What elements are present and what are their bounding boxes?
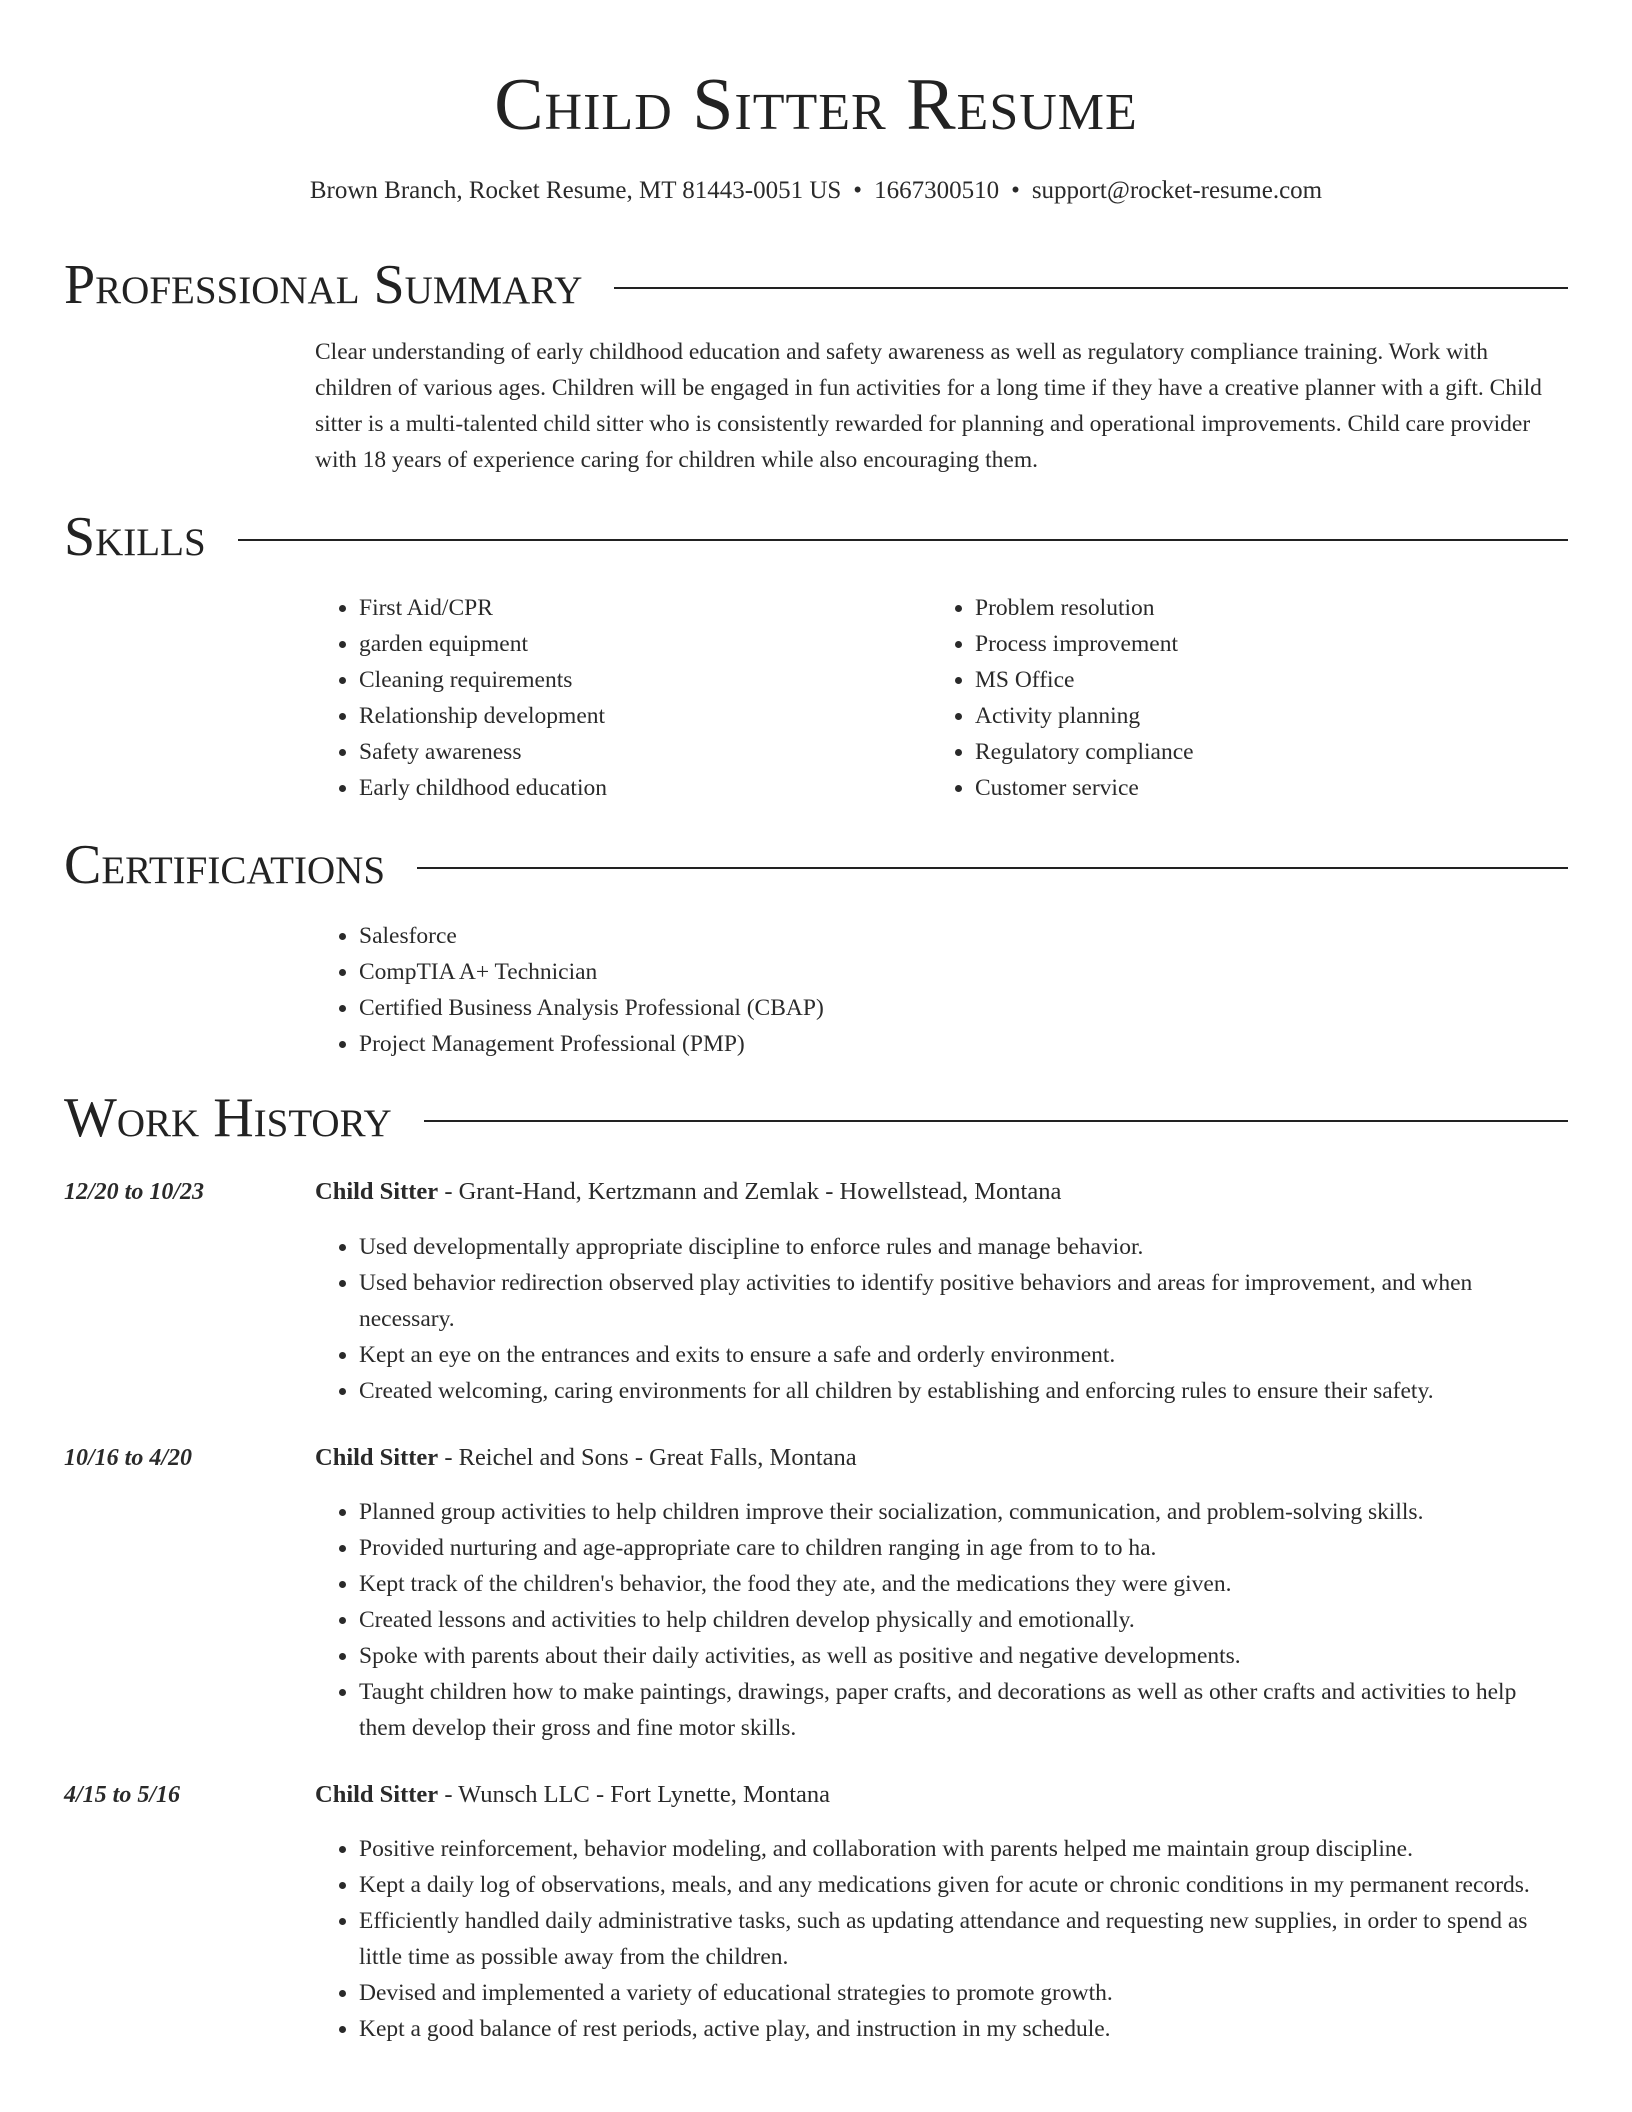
job-bullet: • Positive reinforcement, behavior modeling, and collaboration with parents helped me maintain group discipline. <box>359 1831 1568 1867</box>
skills-heading: Skills <box>64 506 206 568</box>
job-bullets <box>315 1831 1568 2047</box>
certifications-section-header <box>64 830 1568 900</box>
job-heading <box>315 1777 1568 1813</box>
section-divider <box>614 287 1568 289</box>
skill-item: • Customer service <box>975 770 1491 806</box>
work-history-heading: Work History <box>64 1087 392 1149</box>
skill-item: • First Aid/CPR <box>359 590 875 626</box>
skill-item: • garden equipment <box>359 626 875 662</box>
job-bullet: • Created lessons and activities to help children develop physically and emotionally. <box>359 1602 1568 1638</box>
resume-title: Child Sitter Resume <box>494 64 1138 146</box>
contact-separator: • <box>1011 177 1020 204</box>
skill-item: • Process improvement <box>975 626 1491 662</box>
skill-item: • Problem resolution <box>975 590 1491 626</box>
summary-text: Clear understanding of early childhood education and safety awareness as well as regulatory compliance training. Work with children of various ages. Children will be engaged in fun activities for a long time if they have a creative planner with a gift. Child sitter is a multi-talented child sitter who is consistently rewarded for planning and operational improvements. Child care provider with 18 years of experience caring for children while also encouraging them. <box>315 339 1542 473</box>
job-bullet: • Created welcoming, caring environments for all children by establishing and enforcing rules to ensure their safety. <box>359 1373 1568 1409</box>
job-dates: 4/15 to 5/16 <box>64 1782 181 1808</box>
section-divider <box>238 539 1568 541</box>
work-history-section-header <box>64 1083 1568 1153</box>
job-bullet: • Kept track of the children's behavior, the food they ate, and the medications they were given. <box>359 1566 1568 1602</box>
job-bullet: • Planned group activities to help children improve their socialization, communication, and problem-solving skills. <box>359 1494 1568 1530</box>
contact-phone: 1667300510 <box>874 177 1000 204</box>
skill-item: • Activity planning <box>975 698 1491 734</box>
job-bullet: • Kept an eye on the entrances and exits to ensure a safe and orderly environment. <box>359 1337 1568 1373</box>
job-bullet: • Kept a daily log of observations, meals, and any medications given for acute or chronic conditions in my permanent records. <box>359 1867 1568 1903</box>
skill-item: • MS Office <box>975 662 1491 698</box>
section-divider <box>417 867 1568 869</box>
contact-line <box>0 174 1632 208</box>
job-bullet: • Spoke with parents about their daily activities, as well as positive and negative developments. <box>359 1638 1568 1674</box>
contact-email: support@rocket-resume.com <box>1031 177 1323 204</box>
job-bullet: • Provided nurturing and age-appropriate care to children ranging in age from to to ha. <box>359 1530 1568 1566</box>
skill-item: • Early childhood education <box>359 770 875 806</box>
section-divider <box>424 1120 1568 1122</box>
skill-item: • Cleaning requirements <box>359 662 875 698</box>
summary-heading: Professional Summary <box>64 254 583 316</box>
certifications-list <box>315 918 1568 1062</box>
skills-column-right <box>931 590 1491 806</box>
skills-section-header <box>64 502 1568 572</box>
job-bullet: • Devised and implemented a variety of educational strategies to promote growth. <box>359 1975 1568 2011</box>
job-heading <box>315 1174 1568 1210</box>
certification-item: • Salesforce <box>359 918 1568 954</box>
job-title: Child Sitter <box>315 1781 439 1808</box>
contact-separator: • <box>853 177 863 204</box>
skill-item: • Regulatory compliance <box>975 734 1491 770</box>
job-dates: 10/16 to 4/20 <box>64 1445 193 1471</box>
job-title: Child Sitter <box>315 1178 439 1205</box>
job-employer: - Reichel and Sons - Great Falls, Montana <box>438 1444 857 1471</box>
skill-item: • Safety awareness <box>359 734 875 770</box>
contact-address: Brown Branch, Rocket Resume, MT 81443-0051 US <box>309 177 842 204</box>
job-bullet: • Used behavior redirection observed play activities to identify positive behaviors and areas for improvement, and when necessary. <box>359 1265 1568 1337</box>
skill-item: • Relationship development <box>359 698 875 734</box>
job-bullet: • Taught children how to make paintings, drawings, paper crafts, and decorations as well as other crafts and activities to help them develop their gross and fine motor skills. <box>359 1674 1568 1746</box>
summary-section-header <box>64 250 1568 320</box>
job-heading <box>315 1440 1568 1476</box>
certification-item: • Certified Business Analysis Professional (CBAP) <box>359 990 1568 1026</box>
certification-item: • CompTIA A+ Technician <box>359 954 1568 990</box>
certifications-heading: Certifications <box>64 834 386 896</box>
job-bullet: • Used developmentally appropriate discipline to enforce rules and manage behavior. <box>359 1229 1568 1265</box>
job-employer: - Grant-Hand, Kertzmann and Zemlak - Howellstead, Montana <box>438 1178 1062 1205</box>
job-title: Child Sitter <box>315 1444 439 1471</box>
job-employer: - Wunsch LLC - Fort Lynette, Montana <box>438 1781 831 1808</box>
job-bullets <box>315 1494 1568 1746</box>
certification-item: • Project Management Professional (PMP) <box>359 1026 1568 1062</box>
skills-column-left <box>315 590 875 806</box>
job-bullet: • Kept a good balance of rest periods, active play, and instruction in my schedule. <box>359 2011 1568 2047</box>
job-bullets <box>315 1229 1568 1409</box>
job-bullet: • Efficiently handled daily administrative tasks, such as updating attendance and requesting new supplies, in order to spend as little time as possible away from the children. <box>359 1903 1568 1975</box>
job-dates: 12/20 to 10/23 <box>64 1179 205 1205</box>
